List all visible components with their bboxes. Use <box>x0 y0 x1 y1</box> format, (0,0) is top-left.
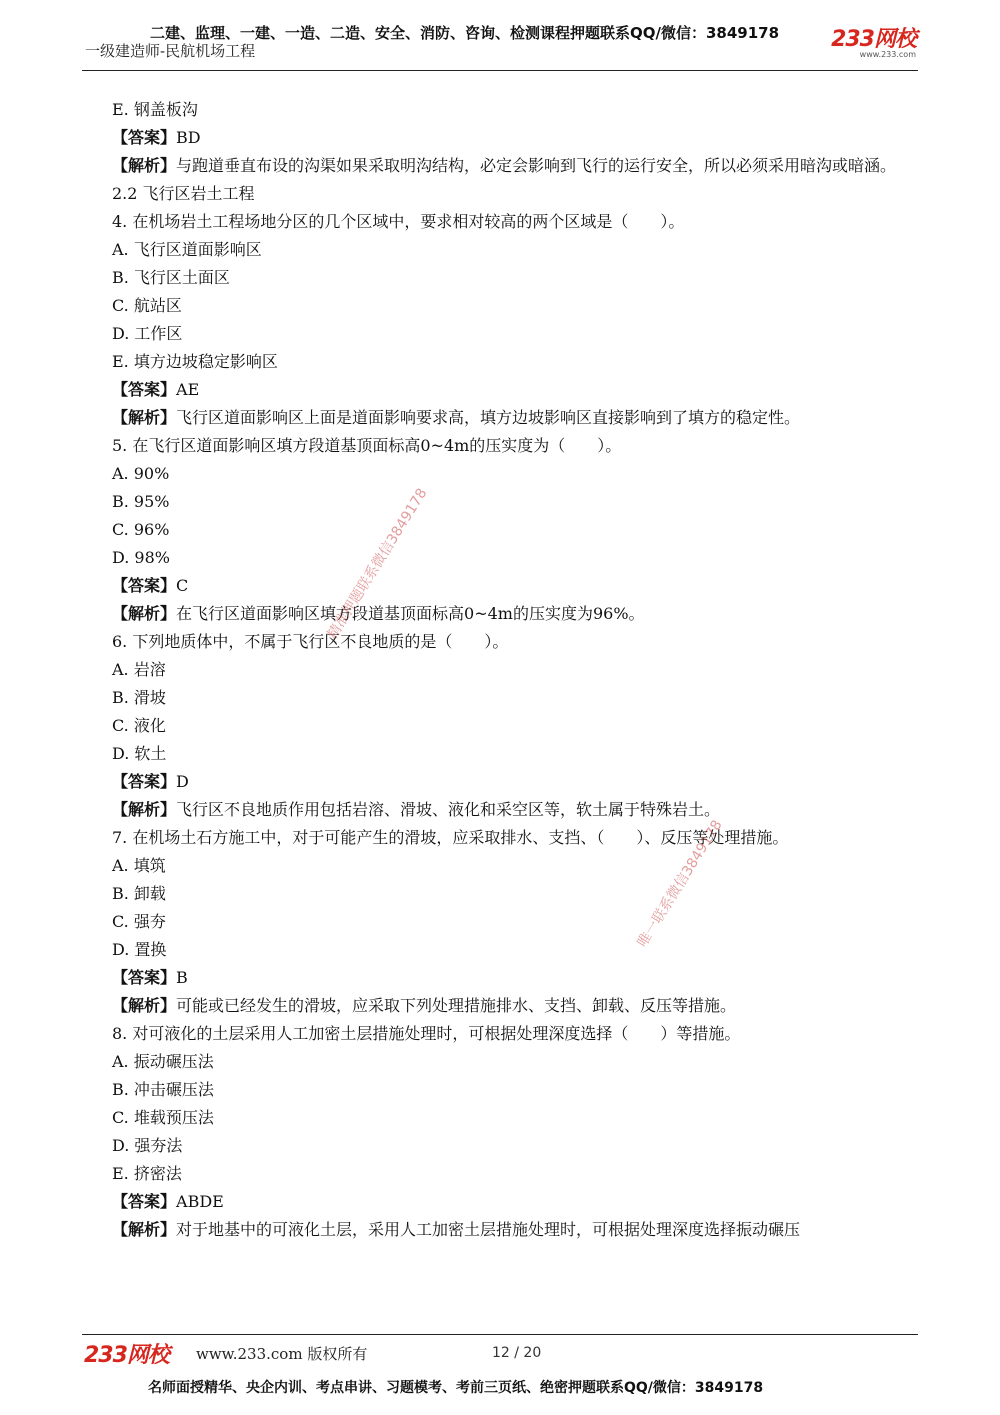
question-line <box>76 824 918 852</box>
option-line <box>76 656 918 684</box>
document-body <box>76 96 918 1244</box>
explanation-line <box>76 796 918 824</box>
explanation-line <box>76 600 918 628</box>
explanation-line <box>76 992 918 1020</box>
option-line <box>76 852 918 880</box>
option-line <box>76 936 918 964</box>
option-line <box>76 264 918 292</box>
explanation-line <box>76 404 918 432</box>
footer-divider <box>82 1334 918 1335</box>
explanation-line <box>76 152 918 180</box>
option-line <box>76 740 918 768</box>
line-text: BD <box>176 128 201 147</box>
line-text: D. 置换 <box>112 940 167 959</box>
line-text: C. 堆载预压法 <box>112 1108 214 1127</box>
line-text: A. 岩溶 <box>112 660 166 679</box>
line-text: E. 填方边坡稳定影响区 <box>112 352 278 371</box>
option-line <box>76 1160 918 1188</box>
line-text: 2.2 飞行区岩土工程 <box>112 184 255 203</box>
line-text: E. 钢盖板沟 <box>112 100 198 119</box>
option-line <box>76 320 918 348</box>
line-text: 8. 对可液化的土层采用人工加密土层措施处理时，可根据处理深度选择（ ）等措施。 <box>112 1024 741 1043</box>
line-text: AE <box>176 380 200 399</box>
explanation-label: 【解析】 <box>112 604 177 623</box>
line-text: D. 强夯法 <box>112 1136 183 1155</box>
answer-label: 【答案】 <box>112 968 177 987</box>
line-text: 在飞行区道面影响区填方段道基顶面标高0~4m的压实度为96%。 <box>176 604 645 623</box>
line-text: C. 96% <box>112 520 170 539</box>
line-text: A. 填筑 <box>112 856 166 875</box>
document-subject: 一级建造师-民航机场工程 <box>85 42 256 60</box>
line-text: B. 滑坡 <box>112 688 166 707</box>
line-text: 与跑道垂直布设的沟渠如果采取明沟结构，必定会影响到飞行的运行安全，所以必须采用暗沟或暗涵。 <box>176 156 897 175</box>
answer-label: 【答案】 <box>112 128 177 147</box>
answer-line <box>76 376 918 404</box>
header-divider <box>82 70 918 71</box>
question-line <box>76 432 918 460</box>
answer-label: 【答案】 <box>112 380 177 399</box>
question-line <box>76 208 918 236</box>
option-line <box>76 516 918 544</box>
header-banner: 二建、监理、一建、一造、二造、安全、消防、咨询、检测课程押题联系QQ/微信：3849178 <box>150 24 780 42</box>
explanation-label: 【解析】 <box>112 996 177 1015</box>
line-text: 飞行区道面影响区上面是道面影响要求高，填方边坡影响区直接影响到了填方的稳定性。 <box>176 408 801 427</box>
line-text: D <box>176 772 189 791</box>
line-text: C. 强夯 <box>112 912 166 931</box>
section-heading <box>76 180 918 208</box>
line-text: A. 飞行区道面影响区 <box>112 240 262 259</box>
answer-line <box>76 964 918 992</box>
answer-line <box>76 1188 918 1216</box>
watermark: 唯一联系微信3849178 <box>634 817 726 951</box>
option-line <box>76 712 918 740</box>
brand-logo <box>806 28 916 64</box>
option-line <box>76 488 918 516</box>
line-text: D. 98% <box>112 548 170 567</box>
line-text: 7. 在机场土石方施工中，对于可能产生的滑坡，应采取排水、支挡、（ ）、反压等处理措施。 <box>112 828 789 847</box>
brand-logo-text: 233网校 <box>831 27 916 52</box>
line-text: B. 飞行区土面区 <box>112 268 230 287</box>
option-line <box>76 684 918 712</box>
line-text: 6. 下列地质体中，不属于飞行区不良地质的是（ ）。 <box>112 632 509 651</box>
footer-logo: 233网校 <box>84 1343 169 1368</box>
line-text: A. 振动碾压法 <box>112 1052 214 1071</box>
explanation-label: 【解析】 <box>112 408 177 427</box>
option-line <box>76 96 918 124</box>
watermark: 精准押题联系微信3849178 <box>324 485 431 643</box>
page-number: 12 / 20 <box>492 1345 542 1361</box>
line-text: A. 90% <box>112 464 170 483</box>
footer-banner: 名师面授精华、央企内训、考点串讲、习题模考、考前三页纸、绝密押题联系QQ/微信：3849178 <box>148 1380 764 1396</box>
answer-label: 【答案】 <box>112 1192 177 1211</box>
explanation-label: 【解析】 <box>112 156 177 175</box>
option-line <box>76 460 918 488</box>
option-line <box>76 544 918 572</box>
option-line <box>76 908 918 936</box>
answer-line <box>76 572 918 600</box>
line-text: B <box>176 968 188 987</box>
option-line <box>76 1048 918 1076</box>
line-text: E. 挤密法 <box>112 1164 182 1183</box>
line-text: B. 95% <box>112 492 170 511</box>
line-text: 可能或已经发生的滑坡，应采取下列处理措施排水、支挡、卸载、反压等措施。 <box>176 996 737 1015</box>
question-line <box>76 1020 918 1048</box>
answer-line <box>76 124 918 152</box>
footer-copyright: www.233.com 版权所有 <box>196 1345 368 1363</box>
line-text: ABDE <box>176 1192 224 1211</box>
line-text: 4. 在机场岩土工程场地分区的几个区域中，要求相对较高的两个区域是（ ）。 <box>112 212 685 231</box>
line-text: 对于地基中的可液化土层，采用人工加密土层措施处理时，可根据处理深度选择振动碾压 <box>176 1220 801 1239</box>
answer-line <box>76 768 918 796</box>
option-line <box>76 880 918 908</box>
line-text: 飞行区不良地质作用包括岩溶、滑坡、液化和采空区等，软土属于特殊岩土。 <box>176 800 721 819</box>
line-text: C <box>176 576 189 595</box>
line-text: B. 冲击碾压法 <box>112 1080 214 1099</box>
option-line <box>76 1132 918 1160</box>
option-line <box>76 236 918 264</box>
brand-logo-url: www.233.com <box>859 50 916 59</box>
option-line <box>76 292 918 320</box>
option-line <box>76 1076 918 1104</box>
option-line <box>76 1104 918 1132</box>
line-text: D. 工作区 <box>112 324 183 343</box>
explanation-label: 【解析】 <box>112 1220 177 1239</box>
line-text: C. 航站区 <box>112 296 182 315</box>
line-text: 5. 在飞行区道面影响区填方段道基顶面标高0~4m的压实度为（ ）。 <box>112 436 622 455</box>
question-line <box>76 628 918 656</box>
line-text: C. 液化 <box>112 716 166 735</box>
line-text: D. 软土 <box>112 744 167 763</box>
explanation-label: 【解析】 <box>112 800 177 819</box>
option-line <box>76 348 918 376</box>
explanation-line <box>76 1216 918 1244</box>
line-text: B. 卸载 <box>112 884 166 903</box>
answer-label: 【答案】 <box>112 772 177 791</box>
answer-label: 【答案】 <box>112 576 177 595</box>
